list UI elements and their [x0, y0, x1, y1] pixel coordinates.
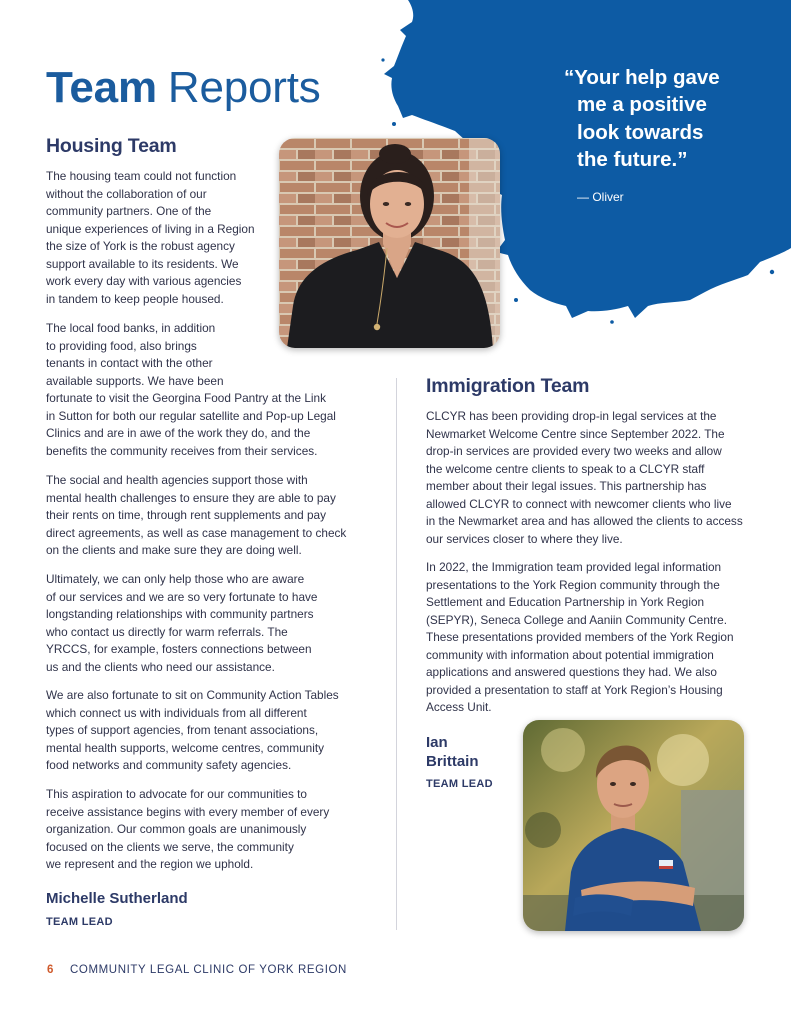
body-text-line: available supports. We have been	[46, 373, 224, 388]
body-text-line: presentations to the York Region community through the	[426, 577, 720, 592]
splash-speck	[514, 298, 518, 302]
eye	[383, 202, 389, 206]
bokeh-light	[657, 734, 709, 786]
quote-line: the future.”	[577, 147, 688, 171]
splash-speck	[392, 122, 396, 126]
body-text-line: to providing food, also brings	[46, 338, 197, 353]
body-text-line: This aspiration to advocate for our communities to	[46, 787, 307, 801]
body-text-line: support available to its residents. We	[46, 256, 239, 271]
immigration-lead-last-name: Brittain	[426, 753, 479, 770]
body-text-line: community with information about potential immigration	[426, 647, 714, 662]
column-divider	[396, 378, 397, 930]
body-text-line: mental health challenges to ensure they are able to pay	[46, 490, 336, 505]
portrait-illustration	[523, 720, 744, 931]
body-text-line: benefits the community receives from their services.	[46, 443, 318, 458]
body-text-line: receive assistance begins with every member of every	[46, 804, 330, 819]
footer-publication-name: COMMUNITY LEGAL CLINIC OF YORK REGION	[70, 964, 347, 976]
page-title-light: Reports	[167, 63, 321, 112]
body-text-line: types of support agencies, from tenant associations,	[46, 723, 319, 738]
body-text-line: allowed CLCYR to connect with newcomer clients who live	[426, 496, 732, 511]
page-number: 6	[47, 964, 54, 976]
body-text-line: focused on the clients we serve, the community	[46, 839, 294, 854]
body-text-line: Access Unit.	[426, 700, 492, 715]
bokeh-shadow	[525, 812, 561, 848]
body-text-line: CLCYR has been providing drop-in legal services at the	[426, 409, 717, 423]
housing-paragraph	[46, 571, 317, 676]
body-text-line: Clinics and are in awe of the work they do, and the	[46, 426, 311, 441]
body-text-line: (SEPYR), Seneca College and Aaniin Community Centre.	[426, 612, 727, 627]
body-text-line: unique experiences of living in a Region	[46, 221, 255, 236]
body-text-line: the size of York is the robust agency	[46, 239, 235, 254]
body-text-line: food networks and community safety agencies.	[46, 758, 292, 773]
page-title-bold: Team	[46, 63, 157, 112]
quote-line: me a positive	[577, 93, 707, 117]
body-text-line: The housing team could not function	[46, 169, 237, 183]
testimonial-quote	[564, 64, 720, 173]
immigration-paragraph	[426, 408, 743, 548]
immigration-team-heading: Immigration Team	[426, 375, 590, 397]
body-text-line: without the collaboration of our	[46, 186, 207, 201]
housing-paragraph	[46, 786, 329, 874]
body-text-line: The social and health agencies support those with	[46, 473, 308, 487]
body-text-line: us and the clients who need our assistance.	[46, 659, 275, 674]
splash-speck	[770, 270, 774, 274]
body-text-line: organization. Our common goals are unanimously	[46, 822, 307, 837]
immigration-lead-role: TEAM LEAD	[426, 778, 493, 790]
housing-paragraph	[46, 472, 346, 560]
body-text-line: We are also fortunate to sit on Community Action Tables	[46, 688, 339, 702]
splash-speck	[610, 320, 614, 324]
body-text-line: we represent and the region we uphold.	[46, 857, 254, 872]
housing-lead-role: TEAM LEAD	[46, 916, 113, 928]
shirt-logo	[659, 860, 673, 866]
body-text-line: the welcome centre clients to speak to a CLCYR staff	[426, 461, 705, 476]
body-text-line: Settlement and Education Partnership in York Region	[426, 595, 705, 610]
housing-paragraph	[46, 168, 255, 308]
body-text-line: who contact us directly for warm referrals. The	[46, 624, 288, 639]
body-text-line: work every day with various agencies	[46, 274, 242, 289]
body-text-line: YRCCS, for example, fosters connections between	[46, 642, 312, 657]
hair-bun	[379, 144, 411, 164]
housing-team-heading: Housing Team	[46, 135, 177, 157]
body-text-line: in Sutton for both our regular satellite and Pop-up Legal	[46, 408, 336, 423]
body-text-line: in tandem to keep people housed.	[46, 291, 224, 306]
eye	[405, 202, 411, 206]
housing-lead-name: Michelle Sutherland	[46, 890, 188, 907]
body-text-line: our services closer to where they live.	[426, 531, 623, 546]
housing-team-lead-photo	[279, 138, 500, 348]
body-text-line: drop-in services are provided every two weeks and allow	[426, 444, 722, 459]
immigration-lead-first-name: Ian	[426, 734, 448, 751]
body-text-line: their rents on time, through rent supplements and pay	[46, 508, 327, 523]
body-text-line: In 2022, the Immigration team provided legal information	[426, 560, 722, 574]
body-text-line: provided a presentation to staff at York Region’s Housing	[426, 682, 723, 697]
quote-line: “Your help gave	[564, 66, 720, 89]
quote-line: look towards	[577, 120, 704, 144]
body-text-line: applications and answered questions they had. We also	[426, 665, 717, 680]
body-text-line: member about their legal issues. This partnership has	[426, 479, 707, 494]
body-text-line: which connect us with individuals from all different	[46, 705, 307, 720]
bokeh-light	[541, 728, 585, 772]
body-text-line: on the clients and make sure they are doing well.	[46, 543, 302, 558]
body-text-line: The local food banks, in addition	[46, 321, 216, 335]
body-text-line: community partners. One of the	[46, 204, 212, 219]
immigration-team-lead-photo	[523, 720, 744, 931]
body-text-line: Ultimately, we can only help those who are aware	[46, 572, 305, 586]
body-text-line: of our services and we are so very fortunate to have	[46, 589, 318, 604]
page-title	[46, 62, 321, 114]
body-text-line: in the Newmarket area and has allowed the clients to access	[426, 514, 743, 529]
portrait-illustration	[279, 138, 500, 348]
body-text-line: direct agreements, as well as case management to check	[46, 525, 347, 540]
body-text-line: longstanding relationships with community partners	[46, 607, 314, 622]
body-text-line: These presentations provided members of the York Region	[426, 630, 734, 645]
immigration-paragraph	[426, 559, 734, 717]
body-text-line: fortunate to visit the Georgina Food Pantry at the Link	[46, 391, 327, 406]
housing-paragraph	[46, 687, 339, 775]
eye	[610, 782, 616, 786]
body-text-line: Newmarket Welcome Centre since September 2022. The	[426, 426, 725, 441]
shirt-logo-stripe	[659, 866, 673, 869]
splash-speck	[381, 58, 384, 61]
eye	[630, 782, 636, 786]
quote-attribution: — Oliver	[577, 190, 624, 204]
body-text-line: tenants in contact with the other	[46, 356, 213, 371]
body-text-line: mental health supports, welcome centres, community	[46, 740, 325, 755]
pendant	[374, 324, 380, 330]
